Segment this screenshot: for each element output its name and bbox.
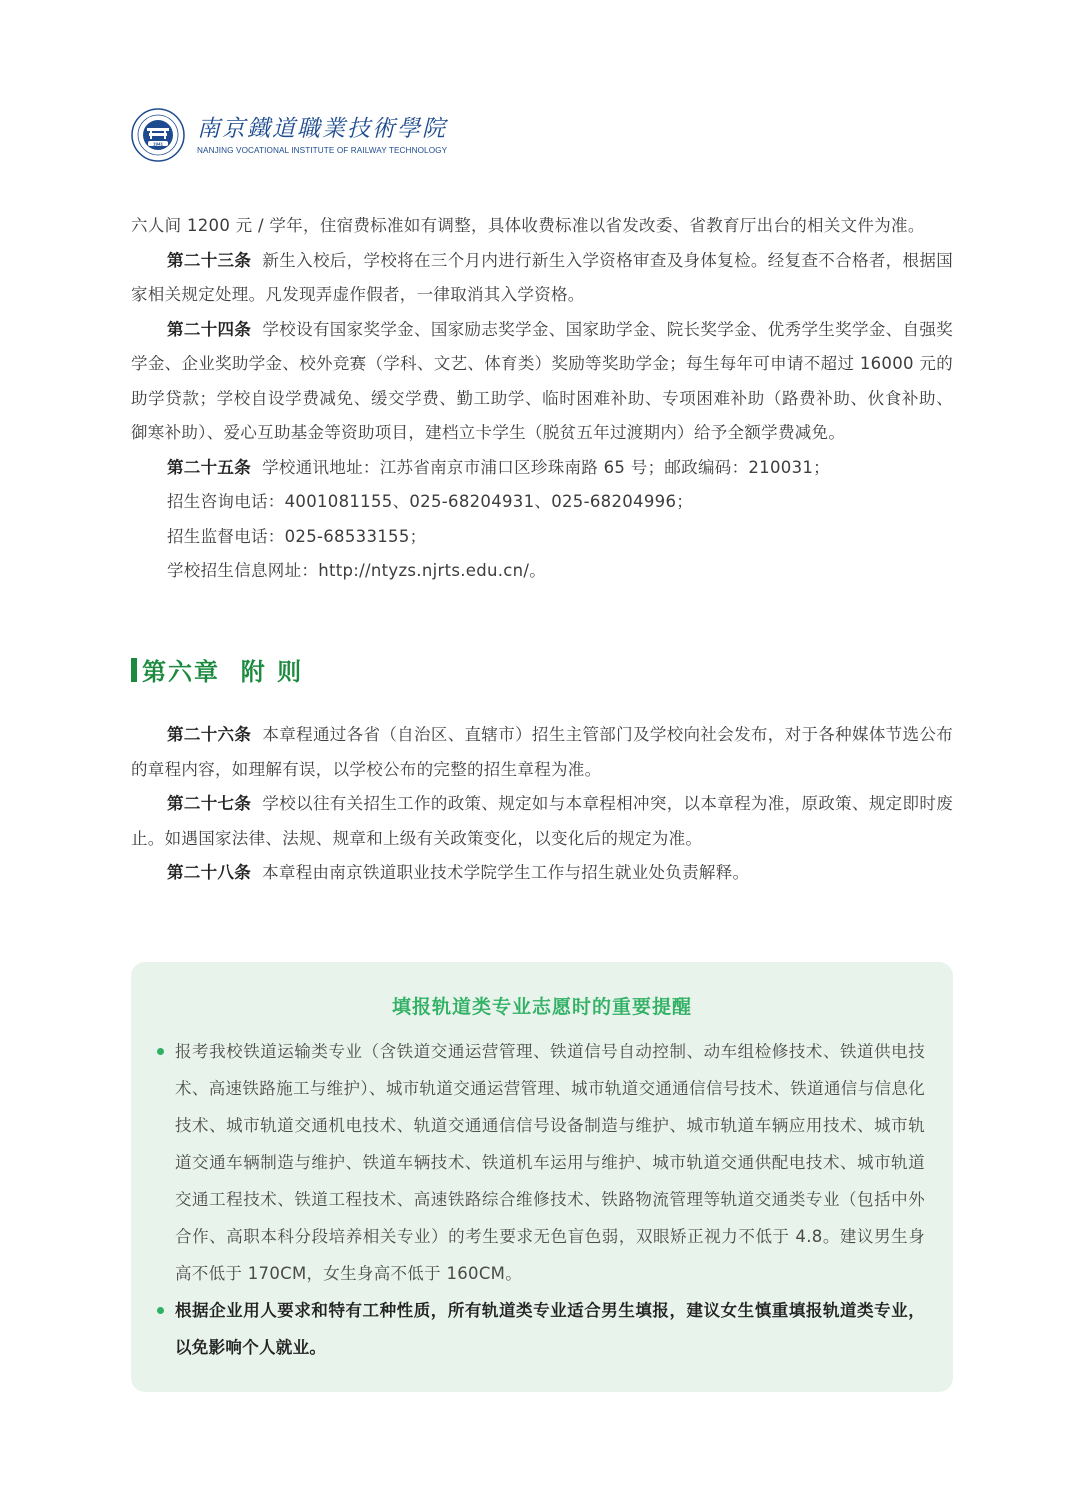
article-24 bbox=[131, 313, 953, 451]
article-text: 新生入校后，学校将在三个月内进行新生入学资格审查及身体复检。经复查不合格者，根据国家相关规定处理。凡发现弄虚作假者，一律取消其入学资格。 bbox=[131, 250, 954, 304]
article-label: 第二十三条 bbox=[167, 250, 252, 270]
heading-accent-bar bbox=[131, 658, 137, 682]
school-name-cn: 南京鐵道職業技術學院 bbox=[197, 116, 447, 142]
notice-list bbox=[131, 1033, 953, 1366]
article-25 bbox=[131, 451, 953, 486]
school-logo-header bbox=[131, 107, 447, 163]
article-label: 第二十七条 bbox=[167, 794, 252, 813]
article-28 bbox=[131, 856, 953, 891]
svg-text:1941: 1941 bbox=[152, 141, 164, 147]
continuation-text: 六人间 1200 元 / 学年，住宿费标准如有调整，具体收费标准以省发改委、省教育厅出台的相关文件为准。 bbox=[131, 216, 925, 235]
section5-body bbox=[131, 209, 953, 589]
notice-title: 填报轨道类专业志愿时的重要提醒 bbox=[391, 996, 692, 1018]
supervision-hotline: 招生监督电话：025-68533155； bbox=[167, 526, 427, 546]
article-text: 本章程由南京铁道职业技术学院学生工作与招生就业处负责解释。 bbox=[262, 863, 750, 882]
chapter-heading bbox=[131, 652, 303, 687]
article-26 bbox=[131, 718, 953, 787]
article-text: 本章程通过各省（自治区、直辖市）招生主管部门及学校向社会发布，对于各种媒体节选公布的章程内容，如理解有误，以学校公布的完整的招生章程为准。 bbox=[131, 725, 954, 779]
article-27 bbox=[131, 787, 953, 856]
notice-item-text: 根据企业用人要求和特有工种性质，所有轨道类专业适合男生填报，建议女生慎重填报轨道类专业，以免影响个人就业。 bbox=[175, 1301, 925, 1357]
notice-item-text: 报考我校铁道运输类专业（含铁道交通运营管理、铁道信号自动控制、动车组检修技术、铁道供电技术、高速铁路施工与维护）、城市轨道交通运营管理、城市轨道交通通信信号技术、铁道通信与信息化技术、城市轨道交通机电技术、轨道交通通信信号设备制造与维护、城市轨道车辆应用技术、城市轨道交通车辆制造与维护、铁道车辆技术、铁道机车运用与维护、城市轨道交通供配电技术、城市轨道交通工程技术、铁道工程技术、高速铁路综合维修技术、铁路物流管理等轨道交通类专业（包括中外合作、高职本科分段培养相关专业）的考生要求无色盲色弱，双眼矫正视力不低于 4.8。建议男生身高不低于 170CM，女生身高不低于 160CM。 bbox=[175, 1042, 925, 1283]
notice-item bbox=[157, 1292, 925, 1366]
school-emblem-icon bbox=[131, 108, 185, 162]
article-label: 第二十四条 bbox=[167, 319, 252, 339]
admission-hotline: 招生咨询电话：4001081155、025-68204931、025-68204996； bbox=[167, 492, 694, 511]
chapter6-body bbox=[131, 718, 953, 891]
article-text: 学校设有国家奖学金、国家励志奖学金、国家助学金、院长奖学金、优秀学生奖学金、自强奖学金、企业奖助学金、校外竞赛（学科、文艺、体育类）奖励等奖助学金；每生每年可申请不超过 16000 元的助学贷款；学校自设学费减免、缓交学费、勤工助学、临时困难补助、专项困难补助（路费补助、伙食补助、御寒补助）、爱心互助基金等资助项目，建档立卡学生（脱贫五年过渡期内）给予全额学费减免。 bbox=[131, 319, 954, 442]
chapter-title: 第六章 附 则 bbox=[142, 658, 304, 686]
bullet-dot-icon bbox=[157, 1048, 164, 1055]
notice-item bbox=[157, 1033, 925, 1292]
article-label: 第二十五条 bbox=[167, 457, 251, 477]
bullet-dot-icon bbox=[157, 1307, 164, 1314]
important-notice-box bbox=[131, 962, 953, 1392]
article-label: 第二十六条 bbox=[167, 725, 252, 744]
article-label: 第二十八条 bbox=[167, 863, 251, 882]
article-text: 学校以往有关招生工作的政策、规定如与本章程相冲突，以本章程为准，原政策、规定即时废止。如遇国家法律、法规、规章和上级有关政策变化，以变化后的规定为准。 bbox=[131, 794, 954, 848]
article-23 bbox=[131, 244, 953, 313]
admission-website[interactable]: 学校招生信息网址：http://ntyzs.njrts.edu.cn/。 bbox=[167, 561, 547, 580]
school-name-en: NANJING VOCATIONAL INSTITUTE OF RAILWAY TECHNOLOGY bbox=[197, 146, 448, 155]
article-text: 学校通讯地址：江苏省南京市浦口区珍珠南路 65 号；邮政编码：210031； bbox=[262, 457, 830, 477]
